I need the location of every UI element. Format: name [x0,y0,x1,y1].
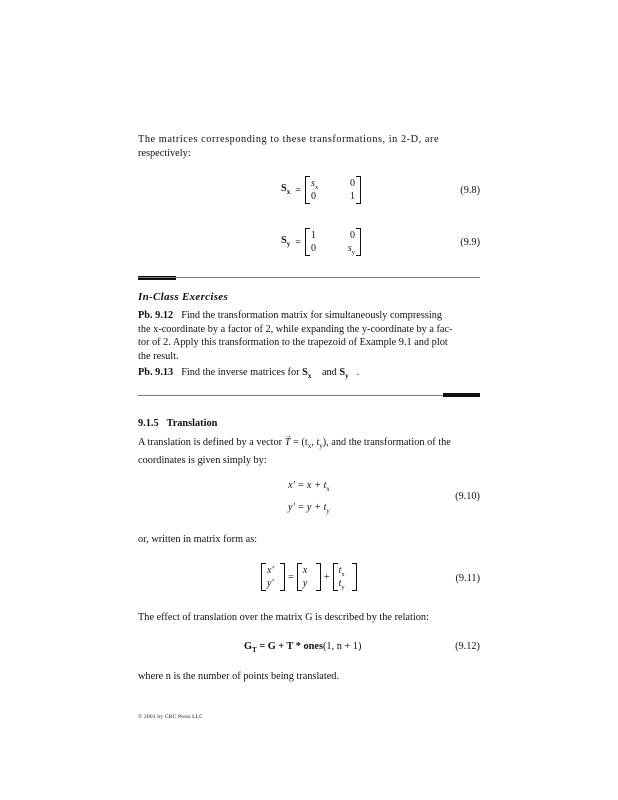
copyright-footer: © 2001 by CRC Press LLC [138,714,204,720]
equation-number-9-12: (9.12) [455,641,480,652]
section-title: Translation [166,418,218,429]
in-class-exercises-title: In-Class Exercises [138,291,229,303]
exercise-rule-bottom-thin [138,395,480,396]
problem-9-12: Pb. 9.12 Find the transformation matrix for simultaneously compressing the x-coordinate by a factor of 2, while expanding the y-coordinate by a fac- tor of 2. Apply this transformation to the trapezoid of Example 9.1 and plot the result. [138,310,453,362]
gt-equation: $G_T = G + T$ * ones(1, n + 1) [244,641,362,655]
problem-9-13: Pb. 9.13 Find the inverse matrices for $S_x$ and $S_y$ . [138,367,360,381]
matrix-sy: $S_y$ = 1 0 0 $s_y$ [281,228,361,256]
eq-x-prime: $x' = x + t_x$ [288,480,330,494]
translation-matrix-eq: x′ y′ = x y + $t_x$ $t_y$ [261,563,357,591]
intro-line-1: The matrices corresponding to these transformations, in 2-D, are [138,134,440,145]
exercise-rule-top-thin [138,277,480,278]
equation-9-12 [138,641,480,657]
intro-line-2: respectively: [138,147,191,159]
equation-9-8 [138,176,480,206]
equation-number-9-9: (9.9) [460,237,480,248]
equation-number-9-11: (9.11) [455,573,480,584]
eq-y-prime: $y' = y + t_y$ [288,502,330,516]
sx-bracket: $s_x$ 0 0 1 [305,176,361,204]
intro-paragraph [138,133,480,160]
equation-number-9-10: (9.10) [455,491,480,502]
equation-9-10 [138,480,480,522]
sy-lhs: $S_y$ [281,235,291,249]
pb-9-13-label: Pb. 9.13 [138,367,174,378]
equation-number-9-8: (9.8) [460,185,480,196]
sx-lhs: $S_x$ [281,183,291,197]
effect-paragraph: The effect of translation over the matrix G is described by the relation: [138,612,429,623]
sy-bracket: 1 0 0 $s_y$ [305,228,361,256]
equation-9-9 [138,228,480,258]
section-number: 9.1.5 [138,418,159,429]
equation-9-11 [138,563,480,595]
matrix-form-intro: or, written in matrix form as: [138,534,258,545]
exercise-rule-bottom-thick [443,393,480,397]
translation-paragraph: A translation is defined by a vector → $T = (t_x$, $t_y$), and the transformation of the coordinates is given simply by: [138,436,480,467]
section-heading [138,418,217,429]
where-paragraph: where n is the number of points being translated. [138,671,340,682]
pb-9-12-label: Pb. 9.12 [138,310,174,321]
matrix-sx: $S_x$ = $s_x$ 0 0 1 [281,176,361,204]
